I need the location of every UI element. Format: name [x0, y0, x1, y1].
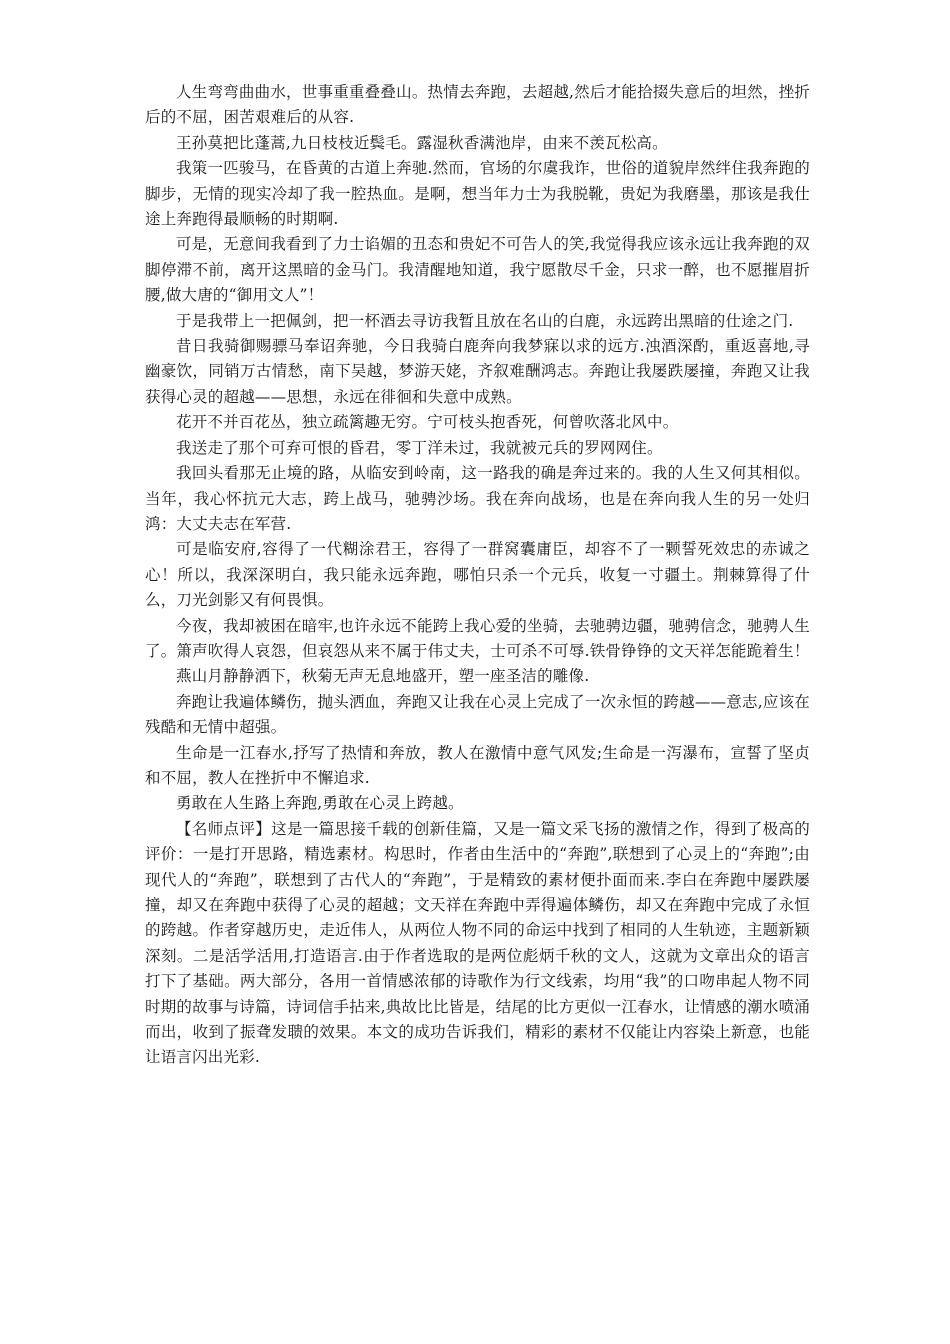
- body-paragraph: 可是临安府,容得了一代糊涂君王，容得了一群窝囊庸臣，却容不了一颗誓死效忠的赤诚之心！所以，我深深明白，我只能永远奔跑，哪怕只杀一个元兵，收复一寸疆土。荆棘算得了什么，刀光剑影又有何畏惧。: [145, 540, 810, 610]
- body-paragraph: 勇敢在人生路上奔跑,勇敢在心灵上跨越。: [176, 794, 464, 813]
- body-paragraph: 昔日我骑御赐骠马奉诏奔驰，今日我骑白鹿奔向我梦寐以求的远方.浊酒深酌，重返喜地,寻幽豪饮，同销万古情愁，南下吴越，梦游天姥，齐叙难酬鸿志。奔跑让我屡跌屡撞，奔跑又让我获得心灵的超越——思想，永远在徘徊和失意中成熟。: [145, 337, 810, 406]
- body-paragraph: 我回头看那无止境的路，从临安到岭南，这一路我的确是奔过来的。我的人生又何其相似。当年，我心怀抗元大志，跨上战马，驰骋沙场。我在奔向战场，也是在奔向我人生的另一处归鸿：大丈夫志在军营.: [145, 464, 810, 533]
- document-page: [145, 80, 810, 1071]
- body-paragraph: 花开不并百花丛，独立疏篱趣无穷。宁可枝头抱香死，何曾吹落北风中。: [176, 413, 679, 432]
- body-paragraph: 奔跑让我遍体鳞伤，抛头洒血，奔跑又让我在心灵上完成了一次永恒的跨越——意志,应该在残酷和无情中超强。: [145, 692, 810, 737]
- body-paragraph: 燕山月静静洒下，秋菊无声无息地盛开，塑一座圣洁的雕像.: [176, 667, 590, 686]
- body-paragraph: 于是我带上一把佩剑，把一杯酒去寻访我暂且放在名山的白鹿，永远跨出黑暗的仕途之门.: [176, 311, 794, 330]
- body-paragraph: 今夜，我却被困在暗牢,也许永远不能跨上我心爱的坐骑，去驰骋边疆，驰骋信念，驰骋人生了。箫声吹得人哀怨，但哀怨从来不属于伟丈夫，士可杀不可辱.铁骨铮铮的文天祥怎能跪着生！: [145, 616, 810, 660]
- body-paragraph: 可是，无意间我看到了力士谄媚的丑态和贵妃不可告人的笑,我觉得我应该永远让我奔跑的双脚停滞不前，离开这黑暗的金马门。我清醒地知道，我宁愿散尽千金，只求一醉，也不愿摧眉折腰,做大唐的“御用文人”！: [145, 235, 810, 305]
- body-paragraph: 生命是一江春水,抒写了热情和奔放，教人在激情中意气风发;生命是一泻瀑布，宣誓了坚贞和不屈，教人在挫折中不懈追求.: [145, 743, 810, 787]
- body-paragraph: 王孙莫把比蓬蒿,九日枝枝近鬓毛。露湿秋香满池岸，由来不羡瓦松高。: [176, 133, 668, 152]
- body-paragraph: 我策一匹骏马，在昏黄的古道上奔驰.然而，官场的尔虞我诈，世俗的道貌岸然绊住我奔跑的脚步，无情的现实冷却了我一腔热血。是啊，想当年力士为我脱靴，贵妃为我磨墨，那该是我仕途上奔跑得最顺畅的时期啊.: [145, 159, 810, 229]
- teacher-comment: 【名师点评】这是一篇思接千载的创新佳篇，又是一篇文采飞扬的激情之作，得到了极高的评价：一是打开思路，精选素材。构思时，作者由生活中的“奔跑”,联想到了心灵上的“奔跑”;由现代人的“奔跑”，联想到了古代人的“奔跑”，于是精致的素材便扑面而来.李白在奔跑中屡跌屡撞，却又在奔跑中获得了心灵的超越；文天祥在奔跑中弄得遍体鳞伤，却又在奔跑中完成了永恒的跨越。作者穿越历史，走近伟人，从两位人物不同的命运中找到了相同的人生轨迹，主题新颖深刻。二是活学活用,打造语言.由于作者选取的是两位彪炳千秋的文人，这就为文章出众的语言打下了基础。两大部分，各用一首情感浓郁的诗歌作为行文线索，均用“我”的口吻串起人物不同时期的故事与诗篇，诗词信手拈来,典故比比皆是，结尾的比方更似一江春水，让情感的潮水喷涌而出，收到了振聋发聩的效果。本文的成功告诉我们，精彩的素材不仅能让内容染上新意，也能让语言闪出光彩.: [145, 819, 810, 1067]
- body-paragraph: 人生弯弯曲曲水，世事重重叠叠山。热情去奔跑，去超越,然后才能拾掇失意后的坦然，挫折后的不屈，困苦艰难后的从容.: [145, 83, 810, 127]
- body-paragraph: 我送走了那个可弃可恨的昏君，零丁洋未过，我就被元兵的罗网网住。: [176, 438, 663, 457]
